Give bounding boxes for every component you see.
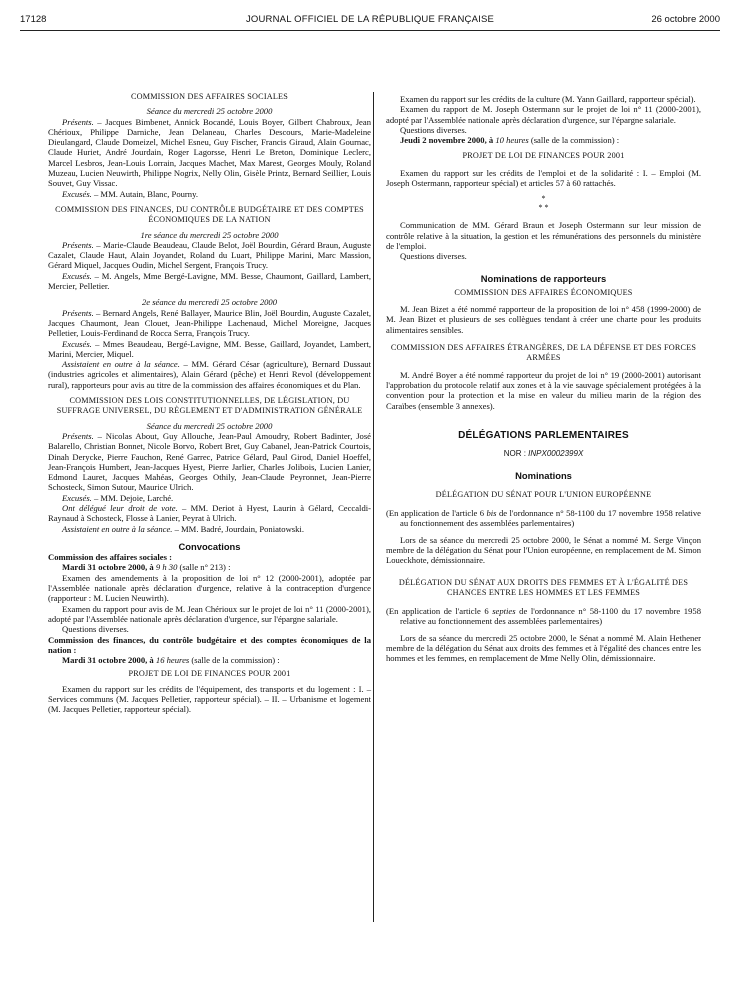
nominations-rapporteurs-heading: Nominations de rapporteurs	[480, 272, 607, 284]
delegue-paragraph: Ont délégué leur droit de vote. – MM. Deriot à Hyest, Laurin à Gélard, Ceccaldi-Raynaud à Schosteck, Flosse à Lanier, Peyrat à Ulrich.	[48, 502, 371, 524]
seance-heading: Séance du mercredi 25 octobre 2000	[146, 420, 273, 431]
seance-heading: 2e séance du mercredi 25 octobre 2000	[141, 297, 278, 308]
section-title-finances: COMMISSION DES FINANCES, DU CONTRÔLE BUDGÉTAIRE ET DES COMPTES ÉCONOMIQUES DE LA NATION	[55, 204, 364, 225]
nor-reference: NOR : INPX0002399X	[503, 449, 584, 459]
issue-date: 26 octobre 2000	[651, 14, 720, 25]
presents-paragraph: Présents. – Marie-Claude Beaudeau, Claude Belot, Joël Bourdin, Gérard Braun, Auguste Cazalet, Claude Haut, Alain Joyandet, Roland du Luart, Philippe Marini, Marc Massion, Gérard Miquel, Jacques Oudin, Michel Sergent, François Trucy.	[48, 239, 371, 271]
excuses-paragraph: Excusés. – MM. Autain, Blanc, Pourny.	[62, 188, 198, 199]
column-divider	[373, 92, 374, 922]
assistaient-paragraph: Assistaient en outre à la séance. – MM. Gérard César (agriculture), Bernard Dussaut (industries agricoles et alimentaires), Alain Gérard (pêche) et Henri Revol (développement rural), rapporteurs pour avis au titre de la commission des affaires économiques et du Plan.	[48, 359, 371, 390]
agenda-item: Examen du rapport sur les crédits de la culture (M. Yann Gaillard, rapporteur spécial).	[400, 94, 696, 104]
nomination-paragraph: M. André Boyer a été nommé rapporteur du projet de loi n° 19 (2000-2001) autorisant l'approbation du protocole relatif aux zones et à la vie sauvage spécialement protégées à la convention pour la protection et la mise en valeur du milieu marin de la région des Caraïbes (ensemble 3 annexes).	[386, 369, 701, 411]
excuses-paragraph: Excusés. – Mmes Beaudeau, Bergé-Lavigne, MM. Besse, Gaillard, Joyandet, Lambert, Marini, Mercier, Miquel.	[48, 338, 371, 359]
presents-paragraph: Présents. – Nicolas About, Guy Allouche, Jean-Paul Amoudry, Robert Badinter, José Balarello, Christian Bonnet, Nicole Borvo, Robert Bret, Guy Cabanel, Jean-Patrick Courtois, Dinah Derycke, Pierre Fauchon, René Garrec, Patrice Gélard, Paul Girod, Daniel Hoeffel, Jean-François Humbert, Jean-Jacques Hyest, Pierre Jarlier, Charles Jolibois, Lucien Lanier, Edmond Lauret, Jacques Mahéas, Georges Othily, Jean-Claude Peyronnet, Jean-Pierre Schosteck, Simon Sutour, Maurice Ulrich.	[48, 430, 371, 493]
convocations-heading: Convocations	[178, 540, 241, 552]
agenda-item: Questions diverses.	[400, 124, 467, 135]
convocation-commission-title: Commission des affaires sociales :	[48, 552, 172, 563]
plf-heading: PROJET DE LOI DE FINANCES POUR 2001	[128, 669, 291, 679]
seance-heading: Séance du mercredi 25 octobre 2000	[146, 106, 273, 117]
agenda-item: Examen du rapport pour avis de M. Jean Chérioux sur le projet de loi n° 11 (2000-2001), adopté par l'Assemblée nationale après déclaration d'urgence, sur l'épargne salariale.	[48, 603, 371, 624]
agenda-item: Examen du rapport sur les crédits de l'emploi et de la solidarité : I. – Emploi (M. Joseph Ostermann, rapporteur spécial) et articles 57 à 60 rattachés.	[386, 167, 701, 189]
agenda-item: Examen des amendements à la proposition de loi n° 12 (2000-2001), adoptée par l'Assemblée nationale après déclaration d'urgence, relative à la contraception d'urgence (rapporteur : M. Lucien Neuwirth).	[48, 572, 371, 604]
section-title-affaires-etrangeres: COMMISSION DES AFFAIRES ÉTRANGÈRES, DE LA DÉFENSE ET DES FORCES ARMÉES	[390, 343, 697, 363]
left-column	[48, 92, 371, 715]
seance-heading: 1re séance du mercredi 25 octobre 2000	[140, 229, 279, 240]
convocation-date: Mardi 31 octobre 2000, à 16 heures (salle de la commission) :	[62, 655, 280, 666]
convocation-date: Jeudi 2 novembre 2000, à 10 heures (salle de la commission) :	[400, 135, 620, 146]
plf-heading: PROJET DE LOI DE FINANCES POUR 2001	[462, 151, 625, 161]
nomination-paragraph: M. Jean Bizet a été nommé rapporteur de la proposition de loi n° 458 (1999-2000) de M. Jean Bizet et plusieurs de ses collègues tendant à créer une charte pour les produits alimentaires sensibles.	[386, 304, 701, 335]
excuses-paragraph: Excusés. – M. Angels, Mme Bergé-Lavigne, MM. Besse, Chaumont, Gaillard, Lambert, Mercier, Pelletier.	[48, 270, 371, 292]
section-title-delegation-femmes: DÉLÉGATION DU SÉNAT AUX DROITS DES FEMMES ET À L'ÉGALITÉ DES CHANCES ENTRE LES HOMMES ET LES FEMMES	[398, 577, 689, 597]
agenda-item: Questions diverses.	[62, 624, 129, 635]
delegations-heading: DÉLÉGATIONS PARLEMENTAIRES	[458, 429, 629, 441]
page-header	[20, 10, 720, 31]
agenda-item: Examen du rapport de M. Joseph Ostermann sur le projet de loi n° 11 (2000-2001), adopté par l'Assemblée nationale après déclaration d'urgence, sur l'épargne salariale.	[386, 104, 701, 125]
nomination-paragraph: Lors de sa séance du mercredi 25 octobre 2000, le Sénat a nommé M. Alain Hethener membre de la délégation du Sénat aux droits des femmes et à l'égalité des chances entre les hommes et les femmes, en remplacement de Mme Nelly Olin, démissionnaire.	[386, 632, 701, 664]
assistaient-paragraph: Assistaient en outre à la séance. – MM. Badré, Jourdain, Poniatowski.	[62, 523, 304, 534]
journal-title: JOURNAL OFFICIEL DE LA RÉPUBLIQUE FRANÇAISE	[245, 14, 495, 25]
nomination-paragraph: Lors de sa séance du mercredi 25 octobre 2000, le Sénat a nommé M. Serge Vinçon membre de la délégation du Sénat pour l'Union européenne, en remplacement de M. Simon Loueckhote, démissionnaire.	[386, 534, 701, 566]
presents-paragraph: Présents. – Bernard Angels, René Ballayer, Maurice Blin, Joël Bourdin, Auguste Cazalet, Jacques Chaumont, Jean Clouet, Jean-Philippe Lachenaud, Michel Moreigne, Jacques Pelletier, Louis-Ferdinand de Rocca Serra, François Trucy.	[48, 307, 371, 339]
application-note: (En application de l'article 6 bis de l'ordonnance n° 58-1100 du 17 novembre 1958 relative au fonctionnement des assemblées parlementaires)	[386, 508, 701, 529]
section-title-lois: COMMISSION DES LOIS CONSTITUTIONNELLES, DE LÉGISLATION, DU SUFFRAGE UNIVERSEL, DU RÈGLEMENT ET D'ADMINISTRATION GÉNÉRALE	[56, 396, 363, 416]
presents-paragraph: Présents. – Jacques Bimbenet, Annick Bocandé, Louis Boyer, Gilbert Chabroux, Jean Chérioux, Philippe Darniche, Jean Delaneau, Charles Descours, Marie-Madeleine Dieulangard, Claude Domeizel, Michel Esneu, Guy Fischer, Francis Giraud, Alain Gournac, Claude Huriet, André Jourdain, Roger Lagorsse, Henri Le Breton, Dominique Leclerc, Marcel Lesbros, Jean-Louis Lorrain, Jacques Machet, Max Marest, Georges Mouly, Roland Muzeau, Lucien Neuwirth, Philippe Nogrix, Nelly Olin, Gisèle Printz, Bernard Seillier, Louis Souvet, Guy Vissac.	[48, 116, 371, 189]
agenda-item: Examen du rapport sur les crédits de l'équipement, des transports et du logement : I. – Services communs (M. Jacques Pelletier, rapporteur spécial). – II. – Urbanisme et logement (M. Jacques Pelletier, rapporteur spécial).	[48, 683, 371, 715]
application-note: (En application de l'article 6 septies de l'ordonnance n° 58-1100 du 17 novembre 1958 relative au fonctionnement des assemblées parlementaires)	[386, 606, 701, 627]
separator-stars: *	[541, 194, 546, 204]
agenda-item: Questions diverses.	[400, 251, 467, 262]
excuses-paragraph: Excusés. – MM. Dejoie, Larché.	[62, 492, 174, 503]
section-title-affaires-economiques: COMMISSION DES AFFAIRES ÉCONOMIQUES	[454, 287, 633, 297]
agenda-item: Communication de MM. Gérard Braun et Joseph Ostermann sur leur mission de contrôle relative à la situation, la gestion et les rémunérations des personnels du ministère de l'emploi.	[386, 220, 701, 251]
right-column	[386, 94, 701, 664]
section-title-affaires-sociales: COMMISSION DES AFFAIRES SOCIALES	[130, 92, 289, 101]
convocation-commission-title: Commission des finances, du contrôle budgétaire et des comptes économiques de la nation :	[48, 634, 371, 655]
separator-stars: * *	[538, 203, 549, 213]
page-number: 17128	[20, 14, 47, 25]
convocation-date: Mardi 31 octobre 2000, à 9 h 30 (salle n° 213) :	[62, 562, 231, 573]
section-title-delegation-ue: DÉLÉGATION DU SÉNAT POUR L'UNION EUROPÉENNE	[435, 489, 652, 499]
nominations-heading: Nominations	[515, 470, 572, 482]
